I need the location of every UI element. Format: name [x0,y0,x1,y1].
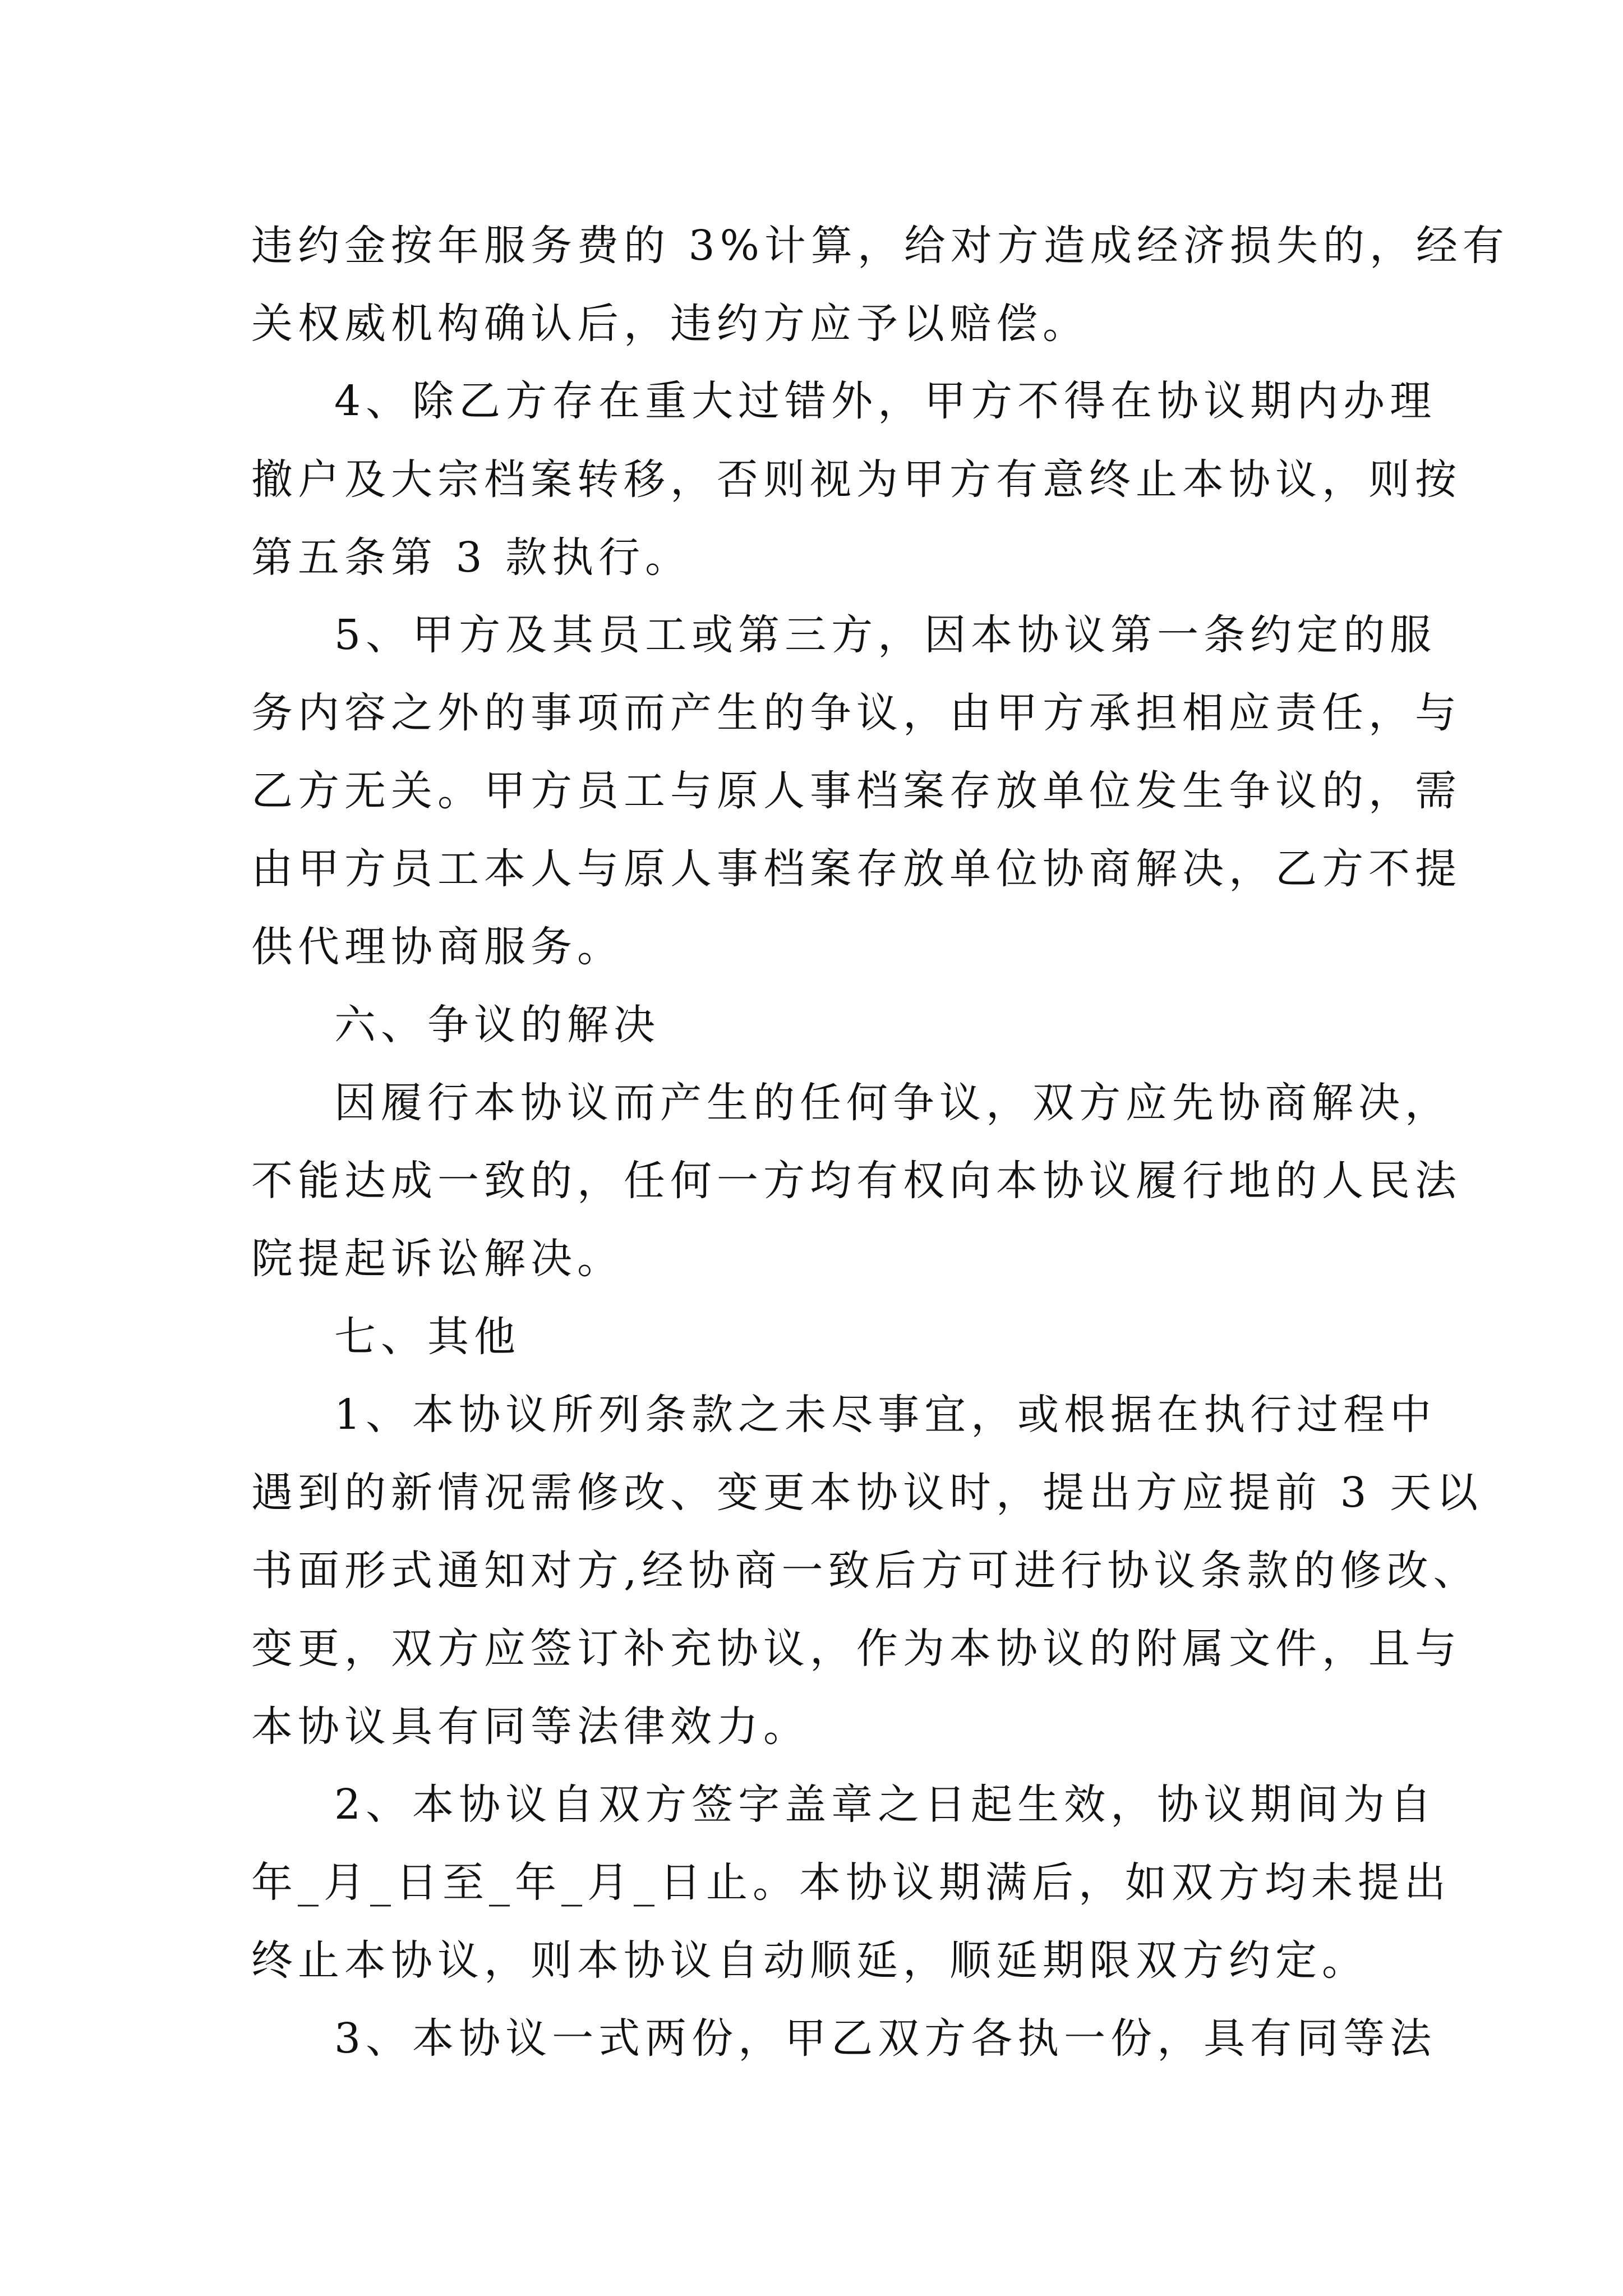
paragraph-start-line: 4、除乙方存在重大过错外，甲方不得在协议期内办理 [334,377,1437,425]
text-line: 务内容之外的事项而产生的争议，由甲方承担相应责任，与 [251,689,1461,737]
text-line: 乙方无关。甲方员工与原人事档案存放单位发生争议的，需 [251,767,1461,815]
text-line: 书面形式通知对方,经协商一致后方可进行协议条款的修改、 [251,1547,1480,1595]
text-line: 供代理协商服务。 [251,923,624,971]
text-line: 不能达成一致的，任何一方均有权向本协议履行地的人民法 [251,1157,1461,1205]
paragraph-start-line: 3、本协议一式两份，甲乙双方各执一份，具有同等法 [334,2014,1437,2063]
text-line: 本协议具有同等法律效力。 [251,1703,810,1751]
text-line: 变更，双方应签订补充协议，作为本协议的附属文件，且与 [251,1625,1461,1673]
paragraph-start-line: 因履行本协议而产生的任何争议，双方应先协商解决， [334,1079,1451,1127]
text-line: 违约金按年服务费的 3%计算，给对方造成经济损失的，经有 [251,222,1509,270]
section-heading: 七、其他 [334,1313,520,1361]
text-line: 关权威机构确认后，违约方应予以赔偿。 [251,300,1089,348]
text-line: 撤户及大宗档案转移，否则视为甲方有意终止本协议，则按 [251,455,1461,504]
paragraph-start-line: 1、本协议所列条款之未尽事宜，或根据在执行过程中 [334,1391,1437,1439]
text-line: 年_月_日至_年_月_日止。本协议期满后，如双方均未提出 [251,1858,1451,1907]
paragraph-start-line: 5、甲方及其员工或第三方，因本协议第一条约定的服 [334,611,1437,659]
text-line: 院提起诉讼解决。 [251,1235,624,1283]
text-line: 第五条第 3 款执行。 [251,533,692,582]
paragraph-start-line: 2、本协议自双方签字盖章之日起生效，协议期间为自 [334,1780,1437,1829]
section-heading: 六、争议的解决 [334,1001,660,1049]
text-line: 由甲方员工本人与原人事档案存放单位协商解决，乙方不提 [251,845,1461,893]
text-line: 终止本协议，则本协议自动顺延，顺延期限双方约定。 [251,1936,1368,1985]
text-line: 遇到的新情况需修改、变更本协议时，提出方应提前 3 天以 [251,1469,1483,1517]
